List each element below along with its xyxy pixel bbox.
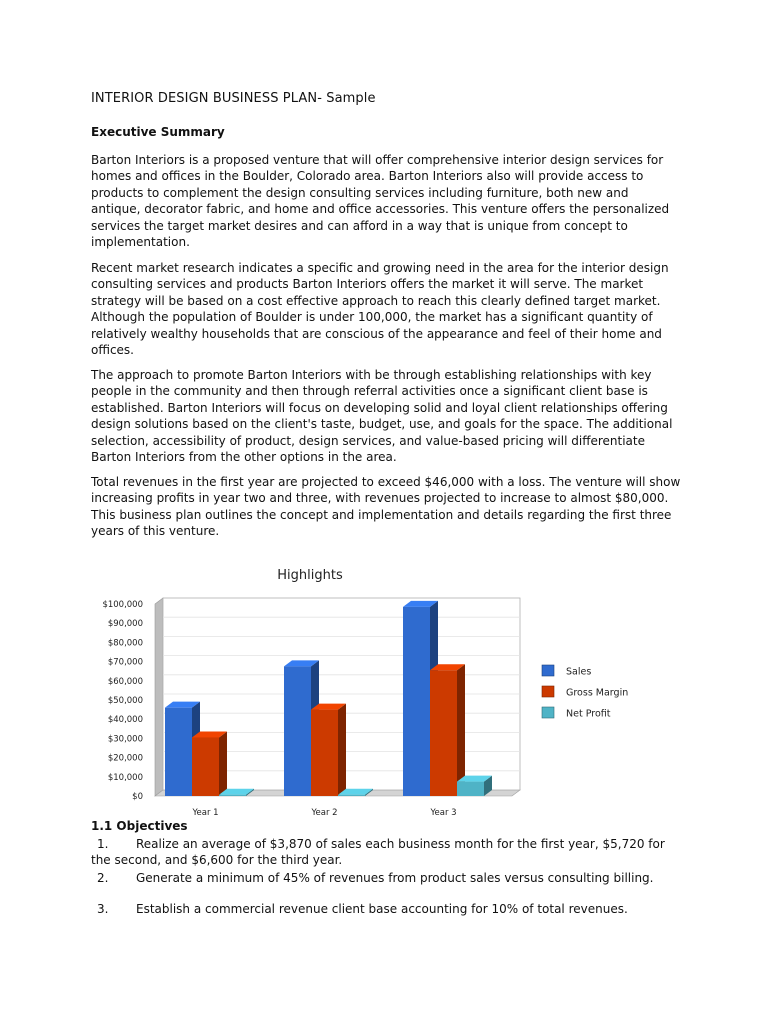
y-tick-label: $20,000	[107, 753, 143, 764]
objective-text-1: Realize an average of $3,870 of sales each business month for the first year, $5,720 for the second, and $6,600 for the third year.	[91, 837, 665, 868]
summary-paragraph-3: The approach to promote Barton Interiors with be through establishing relationships with key people in the community and then through referral activities once a significant client base is established. Barton Interiors will focus on developing solid and loyal client relationships offering design solutions based on the client's taste, budget, use, and goals for the space. The additional selection, accessibility of product, design services, and value-based pricing will differentiate Barton Interiors from the other options in the area.	[91, 368, 673, 465]
objective-item-3	[91, 901, 681, 917]
bar-side-gross-margin	[457, 664, 465, 796]
bar-side-gross-margin	[219, 731, 227, 796]
y-tick-label: $40,000	[107, 715, 143, 726]
highlights-chart	[88, 560, 688, 815]
bar-net-profit	[457, 782, 484, 796]
objective-number-1: 1.	[97, 837, 109, 851]
summary-paragraph-2: Recent market research indicates a specific and growing need in the area for the interior design consulting services and products Barton Interiors offers the market it will serve. The market strategy will be based on a cost effective approach to reach this clearly defined target market. Although the population of Boulder is under 100,000, the market has a significant quantity of relatively wealthy households that are conscious of the appearance and feel of their home and offices.	[91, 261, 669, 358]
y-tick-label: $60,000	[107, 676, 143, 687]
bar-side-gross-margin	[338, 704, 346, 796]
legend-label-gross-margin: Gross Margin	[566, 687, 629, 699]
summary-paragraph-4: Total revenues in the first year are projected to exceed $46,000 with a loss. The venture will show increasing profits in year two and three, with revenues projected to increase to almost $80,000. This business plan outlines the concept and implementation and details regarding the first three years of this venture.	[91, 475, 681, 539]
legend-label-net-profit: Net Profit	[566, 708, 611, 720]
objective-item-1	[91, 836, 681, 869]
y-tick-label: $10,000	[107, 772, 143, 783]
y-tick-label: $90,000	[107, 619, 143, 630]
highlights-chart-svg	[88, 560, 688, 815]
y-tick-label: $80,000	[107, 638, 143, 649]
legend-swatch-gross-margin	[542, 686, 554, 697]
objectives-heading: 1.1 Objectives	[91, 819, 188, 833]
bar-gross-margin	[311, 710, 338, 796]
document-title: INTERIOR DESIGN BUSINESS PLAN- Sample	[91, 91, 376, 106]
y-tick-label: $100,000	[102, 600, 143, 610]
objective-number-3: 3.	[97, 902, 109, 916]
bar-sales	[403, 607, 430, 796]
bar-net-profit	[338, 795, 365, 796]
x-tick-label: Year 3	[430, 808, 457, 815]
objective-text-3: Establish a commercial revenue client base accounting for 10% of total revenues.	[136, 902, 628, 916]
y-tick-label: $50,000	[107, 696, 143, 706]
y-tick-label: $0	[132, 792, 143, 802]
summary-paragraph-1: Barton Interiors is a proposed venture that will offer comprehensive interior design services for homes and offices in the Boulder, Colorado area. Barton Interiors also will provide access to products to complement the design consulting services including furniture, both new and antique, decorator fabric, and home and office accessories. This venture offers the personalized services the target market desires and can afford in a way that is unique from concept to implementation.	[91, 153, 670, 250]
objective-item-2	[91, 870, 681, 886]
x-tick-label: Year 1	[192, 808, 219, 815]
legend-swatch-net-profit	[542, 707, 554, 718]
x-tick-label: Year 2	[311, 808, 338, 815]
bar-sales	[165, 708, 192, 796]
objective-number-2: 2.	[97, 871, 109, 885]
chart-side-wall	[155, 598, 163, 796]
y-tick-label: $30,000	[107, 734, 143, 745]
bar-sales	[284, 666, 311, 796]
bar-gross-margin	[192, 737, 219, 796]
executive-summary-heading: Executive Summary	[91, 125, 225, 139]
chart-title: Highlights	[277, 568, 343, 583]
legend-label-sales: Sales	[566, 666, 592, 678]
y-tick-label: $70,000	[107, 657, 143, 668]
legend-swatch-sales	[542, 665, 554, 676]
objective-text-2: Generate a minimum of 45% of revenues from product sales versus consulting billing.	[136, 871, 654, 885]
bar-gross-margin	[430, 670, 457, 796]
bar-net-profit	[219, 795, 246, 796]
